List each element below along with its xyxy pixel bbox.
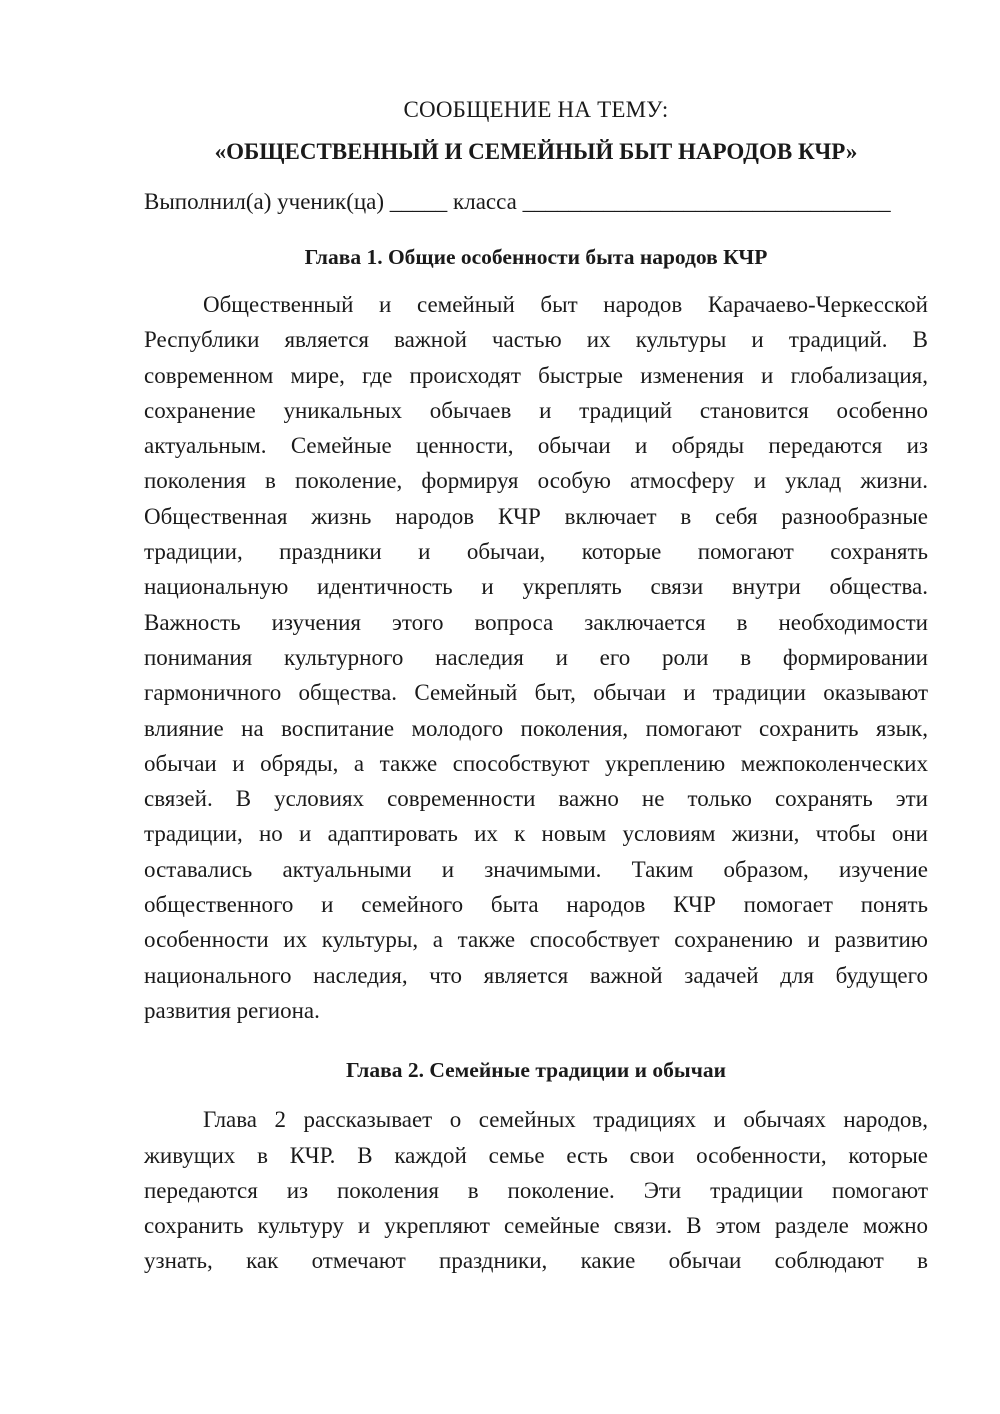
paragraph-line: современном мире, где происходят быстрые изменения и глобализация, [144, 362, 928, 388]
paragraph-line: традиции, но и адаптировать их к новым условиям жизни, чтобы они [144, 821, 928, 847]
paragraph-line: узнать, как отмечают праздники, какие обычаи соблюдают в [144, 1248, 928, 1274]
paragraph-line: Общественная жизнь народов КЧР включает в себя разнообразные [144, 503, 928, 529]
chapter-2-heading: Глава 2. Семейные традиции и обычаи [346, 1058, 726, 1083]
subject-label: СООБЩЕНИЕ НА ТЕМУ: [403, 97, 669, 122]
paragraph-line: влияние на воспитание молодого поколения, помогают сохранить язык, [144, 715, 928, 741]
paragraph-line: национальную идентичность и укреплять связи внутри общества. [144, 574, 928, 600]
paragraph-line: живущих в КЧР. В каждой семье есть свои особенности, которые [144, 1142, 928, 1168]
paragraph-line: общественного и семейного быта народов КЧР помогает понять [144, 892, 928, 918]
paragraph-line: Глава 2 рассказывает о семейных традициях и обычаях народов, [203, 1107, 928, 1133]
paragraph-line: оставались актуальными и значимыми. Таким образом, изучение [144, 856, 928, 882]
paragraph-line: передаются из поколения в поколение. Эти традиции помогают [144, 1177, 928, 1203]
paragraph-line: актуальным. Семейные ценности, обычаи и обряды передаются из [144, 433, 928, 459]
paragraph-line: гармоничного общества. Семейный быт, обычаи и традиции оказывают [144, 680, 928, 706]
paragraph-line: Республики является важной частью их культуры и традиций. В [144, 327, 928, 353]
document-body [144, 94, 928, 1279]
paragraph-line: развития региона. [144, 997, 320, 1023]
paragraph-line: национального наследия, что является важной задачей для будущего [144, 962, 928, 988]
chapter-1-paragraph [144, 287, 928, 1028]
document-title: «ОБЩЕСТВЕННЫЙ И СЕМЕЙНЫЙ БЫТ НАРОДОВ КЧР» [214, 139, 858, 164]
paragraph-line: традиции, праздники и обычаи, которые помогают сохранять [144, 539, 928, 565]
author-line: Выполнил(а) ученик(ца) _____ класса ________________________________ [144, 189, 891, 214]
paragraph-line: сохранить культуру и укрепляют семейные связи. В этом разделе можно [144, 1213, 928, 1239]
paragraph-line: поколения в поколение, формируя особую атмосферу и уклад жизни. [144, 468, 928, 494]
paragraph-line: сохранение уникальных обычаев и традиций становится особенно [144, 397, 928, 423]
chapter-1-heading: Глава 1. Общие особенности быта народов КЧР [304, 245, 768, 269]
paragraph-line: особенности их культуры, а также способствует сохранению и развитию [144, 927, 928, 953]
paragraph-line: связей. В условиях современности важно не только сохранять эти [144, 786, 928, 812]
chapter-2-paragraph [144, 1102, 928, 1278]
paragraph-line: обычаи и обряды, а также способствуют укреплению межпоколенческих [144, 750, 928, 776]
paragraph-line: понимания культурного наследия и его роли в формировании [144, 644, 928, 670]
paragraph-line: Важность изучения этого вопроса заключается в необходимости [144, 609, 928, 635]
paragraph-line: Общественный и семейный быт народов Карачаево-Черкесской [203, 292, 928, 317]
